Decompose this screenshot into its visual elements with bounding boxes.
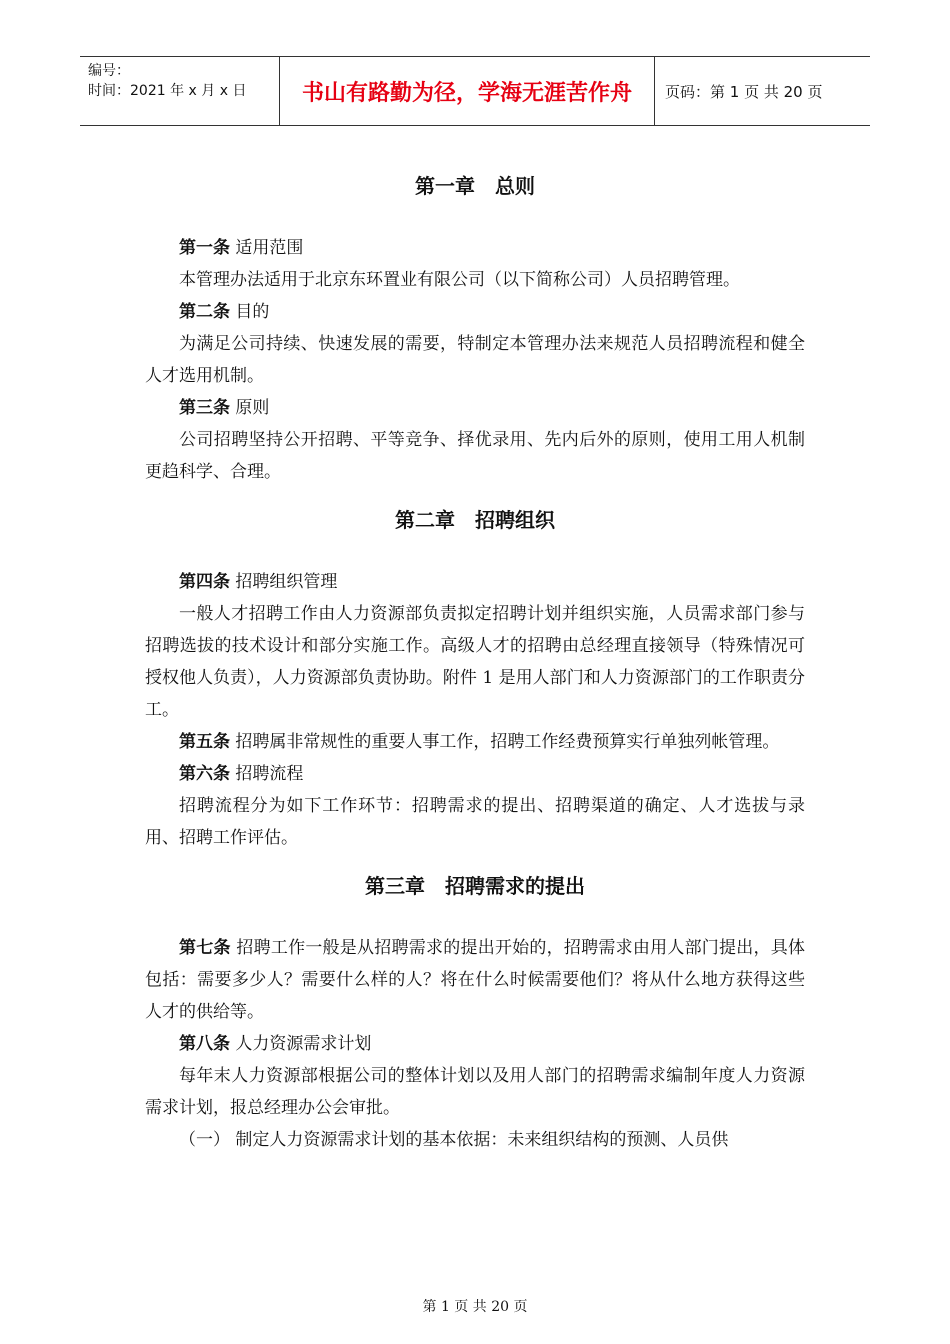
paragraph-text: 目的 [230, 302, 270, 322]
chapter-title: 第二章 招聘组织 [395, 508, 555, 532]
body-paragraph [145, 264, 805, 296]
paragraph-text: 每年末人力资源部根据公司的整体计划以及用人部门的招聘需求编制年度人力资源需求计划，报总经理办公会审批。 [145, 1066, 805, 1118]
article-paragraph [145, 726, 805, 758]
article-number: 第七条 [179, 938, 231, 958]
body-paragraph [145, 790, 805, 854]
paragraph-text: 人力资源需求计划 [230, 1034, 372, 1054]
body-paragraph [145, 424, 805, 488]
article-paragraph [145, 758, 805, 790]
article-paragraph [145, 932, 805, 1028]
body-paragraph [145, 1060, 805, 1124]
paragraph-text: 公司招聘坚持公开招聘、平等竞争、择优录用、先内后外的原则，使用工用人机制更趋科学、合理。 [145, 430, 805, 482]
article-number: 第八条 [179, 1034, 230, 1054]
document-body [145, 168, 805, 1156]
body-paragraph [145, 328, 805, 392]
paragraph-text: 适用范围 [230, 238, 304, 258]
article-number: 第一条 [179, 238, 230, 258]
article-paragraph [145, 1028, 805, 1060]
article-paragraph [145, 232, 805, 264]
paragraph-text: 为满足公司持续、快速发展的需要，特制定本管理办法来规范人员招聘流程和健全人才选用机制。 [145, 334, 805, 386]
article-number: 第六条 [179, 764, 230, 784]
body-paragraph [145, 1124, 805, 1156]
article-number: 第四条 [179, 572, 230, 592]
header-motto: 书山有路勤为径，学海无涯苦作舟 [280, 57, 655, 125]
header-page-info: 页码：第 1 页 共 20 页 [665, 82, 823, 101]
paragraph-text: 一般人才招聘工作由人力资源部负责拟定招聘计划并组织实施，人员需求部门参与招聘选拔的技术设计和部分实施工作。高级人才的招聘由总经理直接领导（特殊情况可授权他人负责），人力资源部负责协助。附件 1 是用人部门和人力资源部门的工作职责分工。 [145, 604, 805, 720]
article-paragraph [145, 296, 805, 328]
paragraph-text: 本管理办法适用于北京东环置业有限公司（以下简称公司）人员招聘管理。 [179, 270, 740, 290]
paragraph-text: （一） 制定人力资源需求计划的基本依据：未来组织结构的预测、人员供 [179, 1130, 729, 1150]
header-meta [80, 57, 280, 125]
article-number: 第五条 [179, 732, 230, 752]
page-header [80, 56, 870, 126]
paragraph-text: 招聘流程 [230, 764, 304, 784]
article-number: 第三条 [179, 398, 230, 418]
article-paragraph [145, 392, 805, 424]
chapter-title: 第一章 总则 [415, 174, 535, 198]
paragraph-text: 原则 [230, 398, 270, 418]
paragraph-text: 招聘流程分为如下工作环节：招聘需求的提出、招聘渠道的确定、人才选拔与录用、招聘工作评估。 [145, 796, 805, 848]
paragraph-text: 招聘组织管理 [230, 572, 338, 592]
doc-time-label: 时间：2021 年 x 月 x 日 [88, 83, 247, 99]
article-number: 第二条 [179, 302, 230, 322]
paragraph-text: 招聘工作一般是从招聘需求的提出开始的，招聘需求由用人部门提出，具体包括：需要多少人？需要什么样的人？将在什么时候需要他们？将从什么地方获得这些人才的供给等。 [145, 938, 805, 1022]
page-footer: 第 1 页 共 20 页 [422, 1299, 528, 1315]
chapter-title: 第三章 招聘需求的提出 [365, 874, 585, 898]
article-paragraph [145, 566, 805, 598]
paragraph-text: 招聘属非常规性的重要人事工作，招聘工作经费预算实行单独列帐管理。 [230, 732, 780, 752]
doc-number-label: 编号： [88, 63, 130, 79]
body-paragraph [145, 598, 805, 726]
